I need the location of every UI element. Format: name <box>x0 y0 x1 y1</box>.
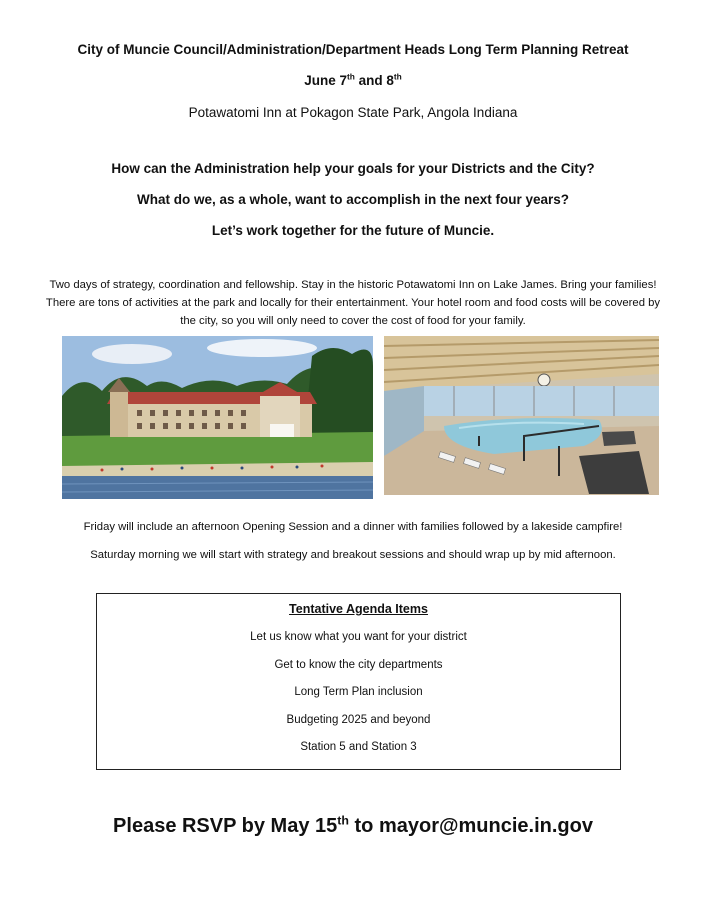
agenda-heading: Tentative Agenda Items <box>289 602 428 616</box>
question-2: What do we, as a whole, want to accomplish in the next four years? <box>136 192 570 207</box>
event-title: City of Muncie Council/Administration/Department Heads Long Term Planning Retreat <box>77 42 629 57</box>
intro-paragraph: Two days of strategy, coordination and fellowship. Stay in the historic Potawatomi Inn on Lake James. Bring your families! There are tons of activities at the park and locally for their entertainment. Your hotel room and food costs will be covered by the city, so you will only need to cover the cost of food for your family. <box>45 279 661 327</box>
rsvp-line <box>0 815 706 838</box>
dates-suffix-1: th <box>346 71 355 82</box>
agenda-item: Station 5 and Station 3 <box>300 741 417 753</box>
event-venue: Potawatomi Inn at Pokagon State Park, Angola Indiana <box>188 105 518 120</box>
friday-schedule: Friday will include an afternoon Opening Session and a dinner with families followed by a lakeside campfire! <box>83 521 623 533</box>
agenda-item: Budgeting 2025 and beyond <box>286 713 431 726</box>
agenda-list <box>97 630 620 768</box>
inn-photo <box>62 336 373 499</box>
saturday-schedule: Saturday morning we will start with strategy and breakout sessions and should wrap up by mid afternoon. <box>90 549 616 561</box>
rsvp-prefix: Please RSVP by May 15 <box>113 815 338 837</box>
rsvp-date-suffix: th <box>337 813 349 828</box>
event-dates <box>0 73 706 88</box>
dates-prefix: June 7 <box>304 73 347 88</box>
dates-mid: and 8 <box>354 73 394 88</box>
agenda-box <box>96 593 621 770</box>
pool-photo <box>384 336 659 495</box>
agenda-item: Let us know what you want for your district <box>250 631 467 643</box>
dates-suffix-2: th <box>393 71 402 82</box>
question-1: How can the Administration help your goals for your Districts and the City? <box>111 161 595 176</box>
question-3: Let’s work together for the future of Muncie. <box>211 223 495 238</box>
rsvp-email: to mayor@muncie.in.gov <box>348 815 593 837</box>
agenda-item: Get to know the city departments <box>274 658 443 671</box>
agenda-item: Long Term Plan inclusion <box>294 686 423 698</box>
